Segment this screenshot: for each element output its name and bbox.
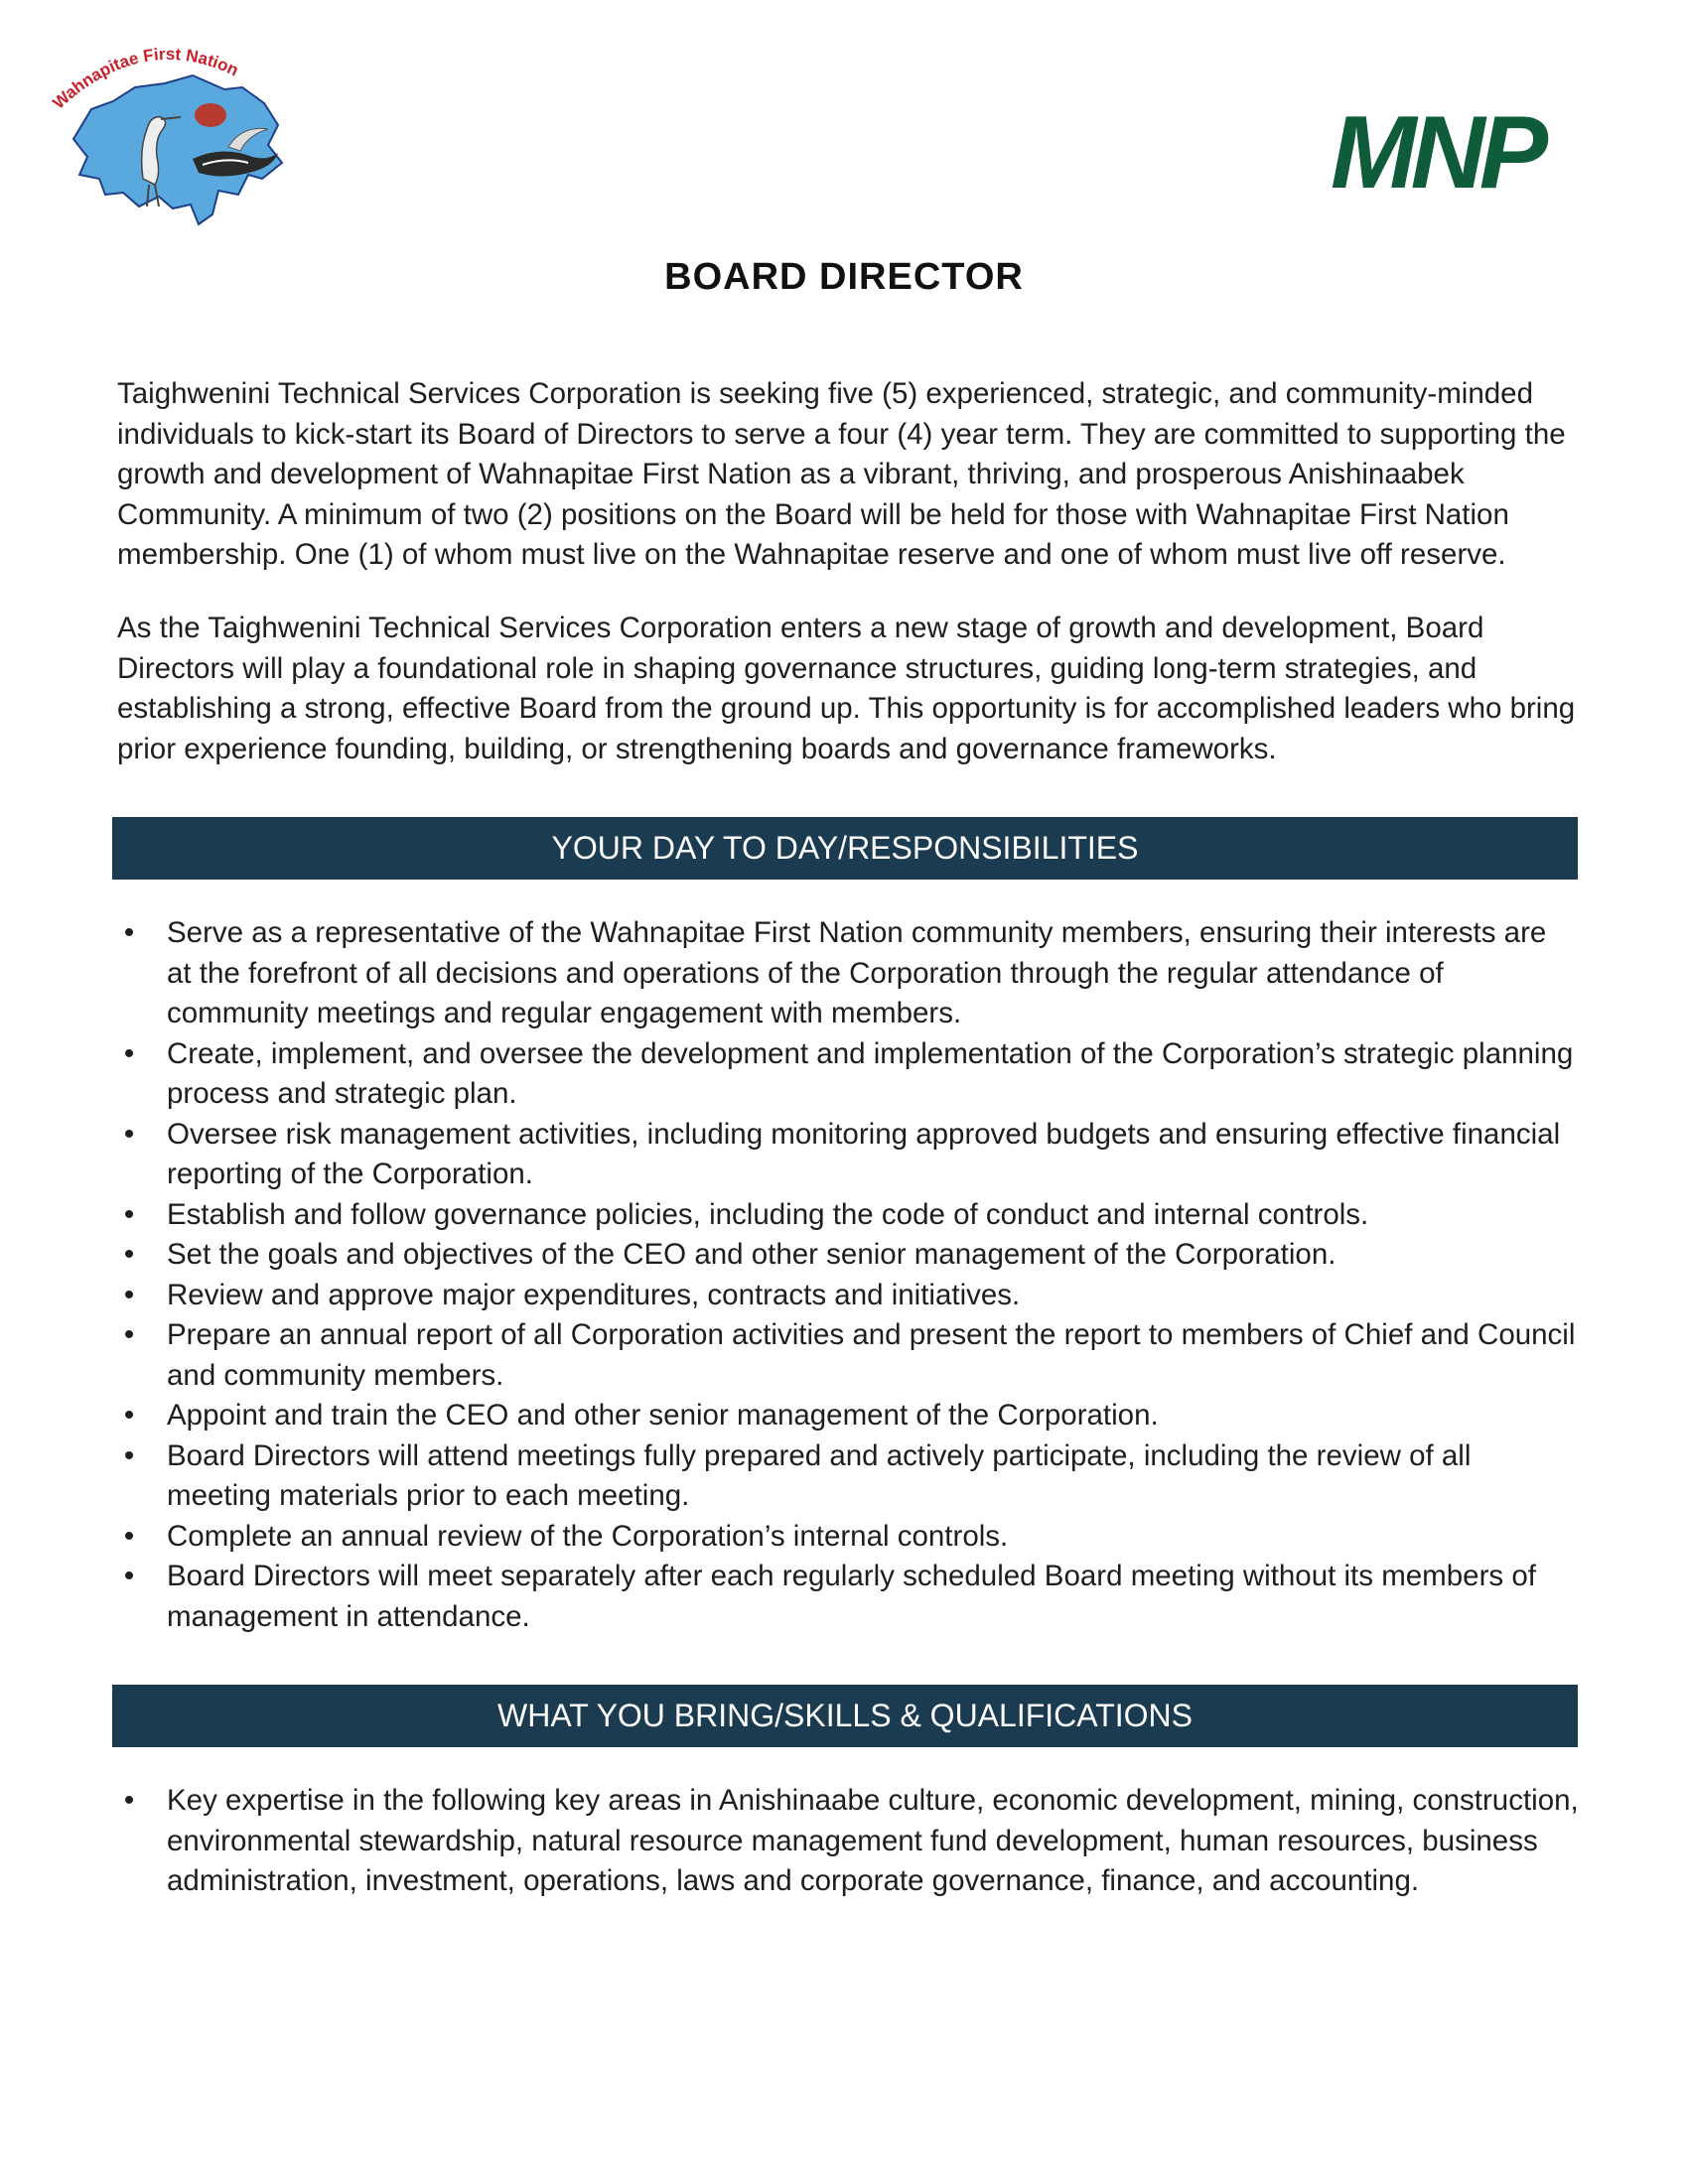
list-item-text: Set the goals and objectives of the CEO and other senior management of the Corporation. <box>167 1238 1336 1271</box>
bullet-icon: • <box>123 1238 135 1271</box>
bullet-icon: • <box>123 1519 135 1553</box>
logo-ring-text: Wahnapitae First Nation <box>49 44 242 113</box>
wahnapitae-first-nation-logo <box>44 30 302 233</box>
list-item-text: Review and approve major expenditures, contracts and initiatives. <box>167 1278 1021 1311</box>
bullet-icon: • <box>123 1318 135 1351</box>
list-item <box>117 1436 1579 1517</box>
list-item <box>117 1115 1579 1195</box>
list-item <box>117 1781 1579 1902</box>
page-title: BOARD DIRECTOR <box>664 256 1024 298</box>
bullet-icon: • <box>123 1399 135 1432</box>
bullet-icon: • <box>123 1560 135 1592</box>
mnp-logo-text: MNP <box>1331 95 1543 210</box>
bullet-icon: • <box>123 916 135 949</box>
list-item-text: Appoint and train the CEO and other senior management of the Corporation. <box>167 1399 1159 1432</box>
list-item <box>117 913 1579 1034</box>
list-item-text: Key expertise in the following key areas in Anishinaabe culture, economic development, mining, construction, environmental stewardship, natural resource management fund development, human resources, business administration, investment, operations, laws and corporate governance, finance, and accounting. <box>167 1784 1579 1897</box>
qualifications-list <box>117 1781 1579 1902</box>
bullet-icon: • <box>123 1117 135 1151</box>
bullet-icon: • <box>123 1278 135 1311</box>
bullet-icon: • <box>123 1438 135 1472</box>
list-item <box>117 1276 1579 1316</box>
intro-paragraph-2: As the Taighwenini Technical Services Corporation enters a new stage of growth and development, Board Directors will play a foundational role in shaping governance structures, guiding long-term strategies, and establishing a strong, effective Board from the ground up. This opportunity is for accomplished leaders who bring prior experience founding, building, or strengthening boards and governance frameworks. <box>117 612 1576 765</box>
list-item <box>117 1235 1579 1276</box>
list-item <box>117 1034 1579 1115</box>
intro-paragraph-1: Taighwenini Technical Services Corporation is seeking five (5) experienced, strategic, and community-minded individuals to kick-start its Board of Directors to serve a four (4) year term. They are committed to supporting the growth and development of Wahnapitae First Nation as a vibrant, thriving, and prosperous Anishinaabek Community. A minimum of two (2) positions on the Board will be held for those with Wahnapitae First Nation membership. One (1) of whom must live on the Wahnapitae reserve and one of whom must live off reserve. <box>117 377 1566 571</box>
list-item-text: Prepare an annual report of all Corporation activities and present the report to members of Chief and Council and community members. <box>167 1318 1576 1392</box>
qualifications-heading: WHAT YOU BRING/SKILLS & QUALIFICATIONS <box>112 1685 1578 1747</box>
list-item-text: Serve as a representative of the Wahnapitae First Nation community members, ensuring their interests are at the forefront of all decisions and operations of the Corporation through the regular attendance of community meetings and regular engagement with members. <box>167 916 1547 1029</box>
list-item <box>117 1315 1579 1396</box>
list-item-text: Create, implement, and oversee the development and implementation of the Corporation’s strategic planning process and strategic plan. <box>167 1036 1574 1110</box>
list-item-text: Board Directors will meet separately after each regularly scheduled Board meeting without its members of management in attendance. <box>167 1560 1536 1633</box>
responsibilities-list <box>117 913 1579 1637</box>
list-item <box>117 1557 1579 1637</box>
list-item <box>117 1396 1579 1436</box>
list-item-text: Oversee risk management activities, including monitoring approved budgets and ensuring effective financial reporting of the Corporation. <box>167 1117 1561 1190</box>
list-item <box>117 1195 1579 1236</box>
bullet-icon: • <box>123 1197 135 1231</box>
list-item-text: Board Directors will attend meetings fully prepared and actively participate, including the review of all meeting materials prior to each meeting. <box>167 1438 1472 1512</box>
mnp-logo <box>1331 95 1589 210</box>
list-item <box>117 1517 1579 1558</box>
first-nation-emblem-icon <box>44 30 302 233</box>
responsibilities-heading: YOUR DAY TO DAY/RESPONSIBILITIES <box>112 817 1578 880</box>
list-item-text: Establish and follow governance policies, including the code of conduct and internal controls. <box>167 1197 1369 1231</box>
bullet-icon: • <box>123 1784 135 1817</box>
bullet-icon: • <box>123 1036 135 1070</box>
list-item-text: Complete an annual review of the Corporation’s internal controls. <box>167 1519 1009 1553</box>
